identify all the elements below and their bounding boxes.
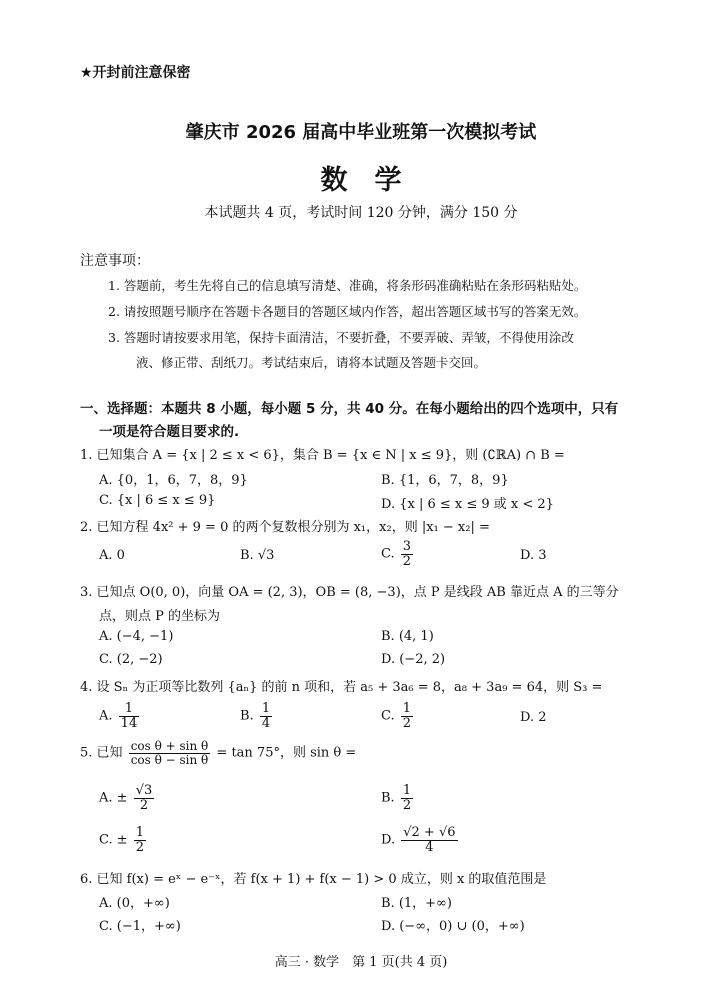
section-heading-cont: 一项是符合题目要求的. <box>99 424 240 440</box>
q5-option-b <box>381 784 415 812</box>
q4-option-c <box>381 702 415 730</box>
q2-c-fraction <box>401 540 413 568</box>
q4-b-num: 1 <box>261 701 271 716</box>
subject-title: 数 学 <box>320 165 402 196</box>
question-6-stem: 6. 已知 f(x) = eˣ − e⁻ˣ，若 f(x + 1) + f(x − 1) > 0 成立，则 x 的取值范围是 <box>80 872 547 887</box>
q5-a-fraction <box>134 784 155 812</box>
q3-option-b: B. (4, 1) <box>381 629 434 644</box>
question-3-stem-cont: 点，则点 P 的坐标为 <box>99 609 221 624</box>
q5-option-a <box>99 784 156 812</box>
q4-option-a <box>99 702 141 730</box>
q5-stem-fraction <box>129 740 211 766</box>
q5-a-label: A. ± <box>99 790 128 806</box>
q2-c-num: 3 <box>402 539 412 554</box>
q5-b-num: 1 <box>402 783 412 798</box>
q1-option-c: C. {x | 6 ≤ x ≤ 9} <box>99 493 216 508</box>
q5-b-den: 2 <box>402 797 412 813</box>
page-footer: 高三 · 数学 第 1 页(共 4 页) <box>274 955 448 970</box>
exam-title: 肇庆市 2026 届高中毕业班第一次模拟考试 <box>185 122 537 143</box>
question-1-stem: 1. 已知集合 A = {x | 2 ≤ x < 6}，集合 B = {x ∈ N | x ≤ 9}，则 (∁ℝA) ∩ B = <box>80 448 565 463</box>
q5-option-c <box>99 826 148 854</box>
q3-option-a: A. (−4, −1) <box>99 629 174 644</box>
confidential-mark: ★开封前注意保密 <box>80 65 191 81</box>
q1-option-d: D. {x | 6 ≤ x ≤ 9 或 x < 2} <box>381 497 554 512</box>
notice-item-3-cont: 液、修正带、刮纸刀。考试结束后，请将本试题及答题卡交回。 <box>136 355 487 370</box>
exam-info: 本试题共 4 页，考试时间 120 分钟，满分 150 分 <box>204 205 518 221</box>
q2-option-a: A. 0 <box>99 548 125 563</box>
q5-c-fraction <box>134 826 146 854</box>
question-3-stem: 3. 已知点 O(0, 0)，向量 OA = (2, 3)，OB = (8, −3)，点 P 是线段 AB 靠近点 A 的三等分 <box>80 585 619 600</box>
section-heading: 一、选择题：本题共 8 小题，每小题 5 分，共 40 分。在每小题给出的四个选项中，只有 <box>80 401 619 417</box>
q5-stem-suffix: = tan 75°，则 sin θ = <box>216 745 357 761</box>
q4-option-d: D. 2 <box>520 710 547 725</box>
q5-d-num: √2 + √6 <box>403 825 456 840</box>
question-2-stem: 2. 已知方程 4x² + 9 = 0 的两个复数根分别为 x₁，x₂，则 |x₁ − x₂| = <box>80 520 490 535</box>
q2-c-den: 2 <box>402 553 412 569</box>
q4-b-label: B. <box>240 708 254 724</box>
q5-stem-num: cos θ + sin θ <box>130 739 209 753</box>
q6-option-d: D. (−∞，0) ∪ (0，+∞) <box>381 919 525 934</box>
notice-item-3: 3. 答题时请按要求用笔，保持卡面清洁，不要折叠，不要弄破、弄皱，不得使用涂改 <box>108 330 574 345</box>
q4-a-label: A. <box>99 708 113 724</box>
q4-c-den: 2 <box>402 715 412 731</box>
q6-option-b: B. (1，+∞) <box>381 896 452 911</box>
notice-item-1: 1. 答题前，考生先将自己的信息填写清楚、准确，将条形码准确粘贴在条形码粘贴处。 <box>108 278 587 293</box>
notice-item-2: 2. 请按照题号顺序在答题卡各题目的答题区域内作答，超出答题区域书写的答案无效。 <box>108 304 587 319</box>
q5-a-num: √3 <box>135 783 153 798</box>
q4-a-den: 14 <box>120 715 138 731</box>
q4-c-num: 1 <box>402 701 412 716</box>
q5-option-d <box>381 826 460 854</box>
q4-b-fraction <box>260 702 272 730</box>
q2-option-b: B. √3 <box>240 548 275 563</box>
q5-d-fraction <box>401 826 457 854</box>
q5-c-den: 2 <box>135 839 145 855</box>
q5-d-den: 4 <box>425 839 434 855</box>
q4-c-label: C. <box>381 708 395 724</box>
q4-b-den: 4 <box>261 715 271 731</box>
q5-b-fraction <box>401 784 413 812</box>
question-4-stem: 4. 设 Sₙ 为正项等比数列 {aₙ} 的前 n 项和，若 a₅ + 3a₆ = 8，a₈ + 3a₉ = 64，则 S₃ = <box>80 680 603 695</box>
q5-c-label: C. ± <box>99 832 128 848</box>
q5-stem-prefix: 5. 已知 <box>80 745 123 761</box>
question-5-stem <box>80 740 356 766</box>
q5-a-den: 2 <box>139 797 149 813</box>
q5-c-num: 1 <box>135 825 145 840</box>
q4-c-fraction <box>401 702 413 730</box>
q6-option-a: A. (0，+∞) <box>99 896 170 911</box>
q1-option-b: B. {1，6，7，8，9} <box>381 473 509 488</box>
q5-stem-den: cos θ − sin θ <box>130 752 209 767</box>
q4-a-num: 1 <box>119 702 140 717</box>
q3-option-d: D. (−2, 2) <box>381 652 446 667</box>
q2-option-c <box>381 540 415 568</box>
notice-title: 注意事项： <box>80 253 150 269</box>
q6-option-c: C. (−1，+∞) <box>99 919 181 934</box>
q4-a-fraction <box>119 702 140 730</box>
q5-d-label: D. <box>381 832 396 848</box>
q4-option-b <box>240 702 274 730</box>
q2-c-label: C. <box>381 546 395 562</box>
q1-option-a: A. {0，1，6，7，8，9} <box>99 473 248 488</box>
q2-option-d: D. 3 <box>520 548 547 563</box>
q3-option-c: C. (2, −2) <box>99 652 163 667</box>
q5-b-label: B. <box>381 790 395 806</box>
